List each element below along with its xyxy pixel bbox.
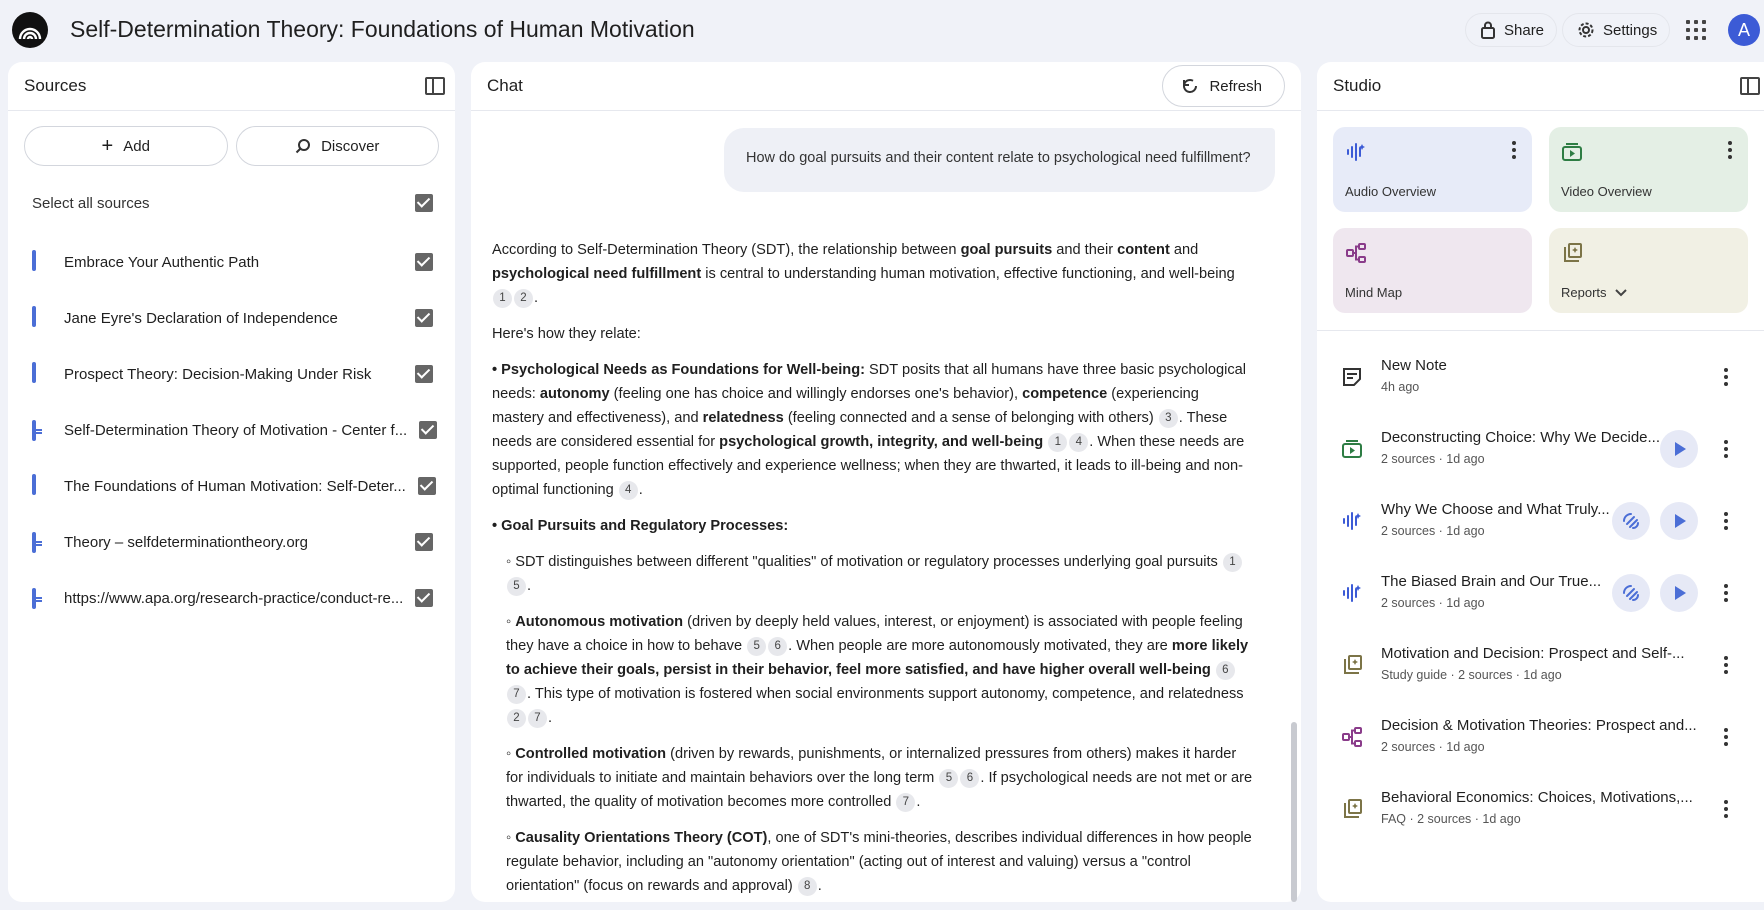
collapse-panel-icon[interactable]: [425, 77, 445, 95]
more-options-icon[interactable]: [1724, 440, 1728, 458]
plus-icon: +: [101, 135, 114, 157]
sources-header: [8, 62, 455, 111]
tile-label: Mind Map: [1345, 285, 1403, 300]
source-item[interactable]: [24, 402, 439, 458]
more-options-icon[interactable]: [1724, 728, 1728, 746]
refresh-icon: [1181, 78, 1199, 94]
studio-tile-mind-map[interactable]: [1333, 228, 1532, 313]
source-checkbox[interactable]: [419, 421, 437, 439]
tile-label: Audio Overview: [1345, 184, 1437, 199]
chat-header: [471, 62, 1301, 111]
studio-title: Studio: [1333, 76, 1382, 95]
settings-button[interactable]: [1562, 13, 1670, 47]
play-icon: [1675, 586, 1686, 600]
source-item[interactable]: [24, 234, 439, 290]
web-source-icon: [32, 588, 50, 608]
more-options-icon[interactable]: [1724, 584, 1728, 602]
source-label: Jane Eyre's Declaration of Independence: [64, 309, 338, 327]
note-meta: FAQ · 2 sources · 1d ago: [1381, 812, 1521, 826]
source-item[interactable]: [24, 290, 439, 346]
citation-chip[interactable]: 4: [619, 481, 638, 500]
lock-icon: [1480, 21, 1496, 39]
answer-paragraph: ◦ Causality Orientations Theory (COT), one of SDT's mini-theories, describes individual differences in how people regulate behavior, including an "autonomy orientation" (acting out of interest and valuing) versus a "control orientation" (focus on rewards and approval) 8 .: [506, 830, 1252, 894]
note-meta: 2 sources · 1d ago: [1381, 452, 1485, 466]
citation-chip[interactable]: 6: [960, 769, 979, 788]
more-options-icon[interactable]: [1724, 656, 1728, 674]
share-button[interactable]: [1465, 13, 1557, 47]
interactive-mode-button[interactable]: [1612, 502, 1650, 540]
studio-tile-video-overview[interactable]: [1549, 127, 1748, 212]
answer-paragraph: ◦ Autonomous motivation (driven by deeply held values, interest, or enjoyment) is associated with people feeling they have a choice in how to behave 5 6 . When people are more autonomously motivated, they are more likely to achieve their goals, persist in their behavior, feel more satisfied, and have higher overall well-being 67 . This type of motivation is fostered when social environments support autonomy, competence, and relatedness 2 7 .: [506, 614, 1249, 726]
source-checkbox[interactable]: [415, 589, 433, 607]
more-options-icon[interactable]: [1724, 512, 1728, 530]
document-icon: [32, 364, 50, 384]
studio-tiles: [1333, 127, 1749, 313]
answer-paragraph: Here's how they relate:: [492, 326, 641, 342]
assistant-response: [492, 238, 1254, 910]
note-title: New Note: [1381, 357, 1447, 374]
answer-paragraph: According to Self-Determination Theory (SDT), the relationship between goal pursuits and their content and psychological need fulfillment is central to understanding human motivation, effective functioning, and well-being 1 2 .: [492, 242, 1235, 306]
refresh-label: Refresh: [1209, 77, 1262, 95]
citation-chip[interactable]: 7: [896, 793, 915, 812]
source-label: Embrace Your Authentic Path: [64, 253, 260, 271]
studio-note-item[interactable]: [1317, 556, 1764, 628]
video-icon: [1341, 438, 1363, 460]
citation-chip[interactable]: 4: [1069, 433, 1088, 452]
divider: [1317, 330, 1764, 331]
play-icon: [1675, 514, 1686, 528]
source-item[interactable]: [24, 570, 439, 626]
logo-icon: [17, 19, 43, 41]
video-icon: [1561, 150, 1583, 167]
note-title: Decision & Motivation Theories: Prospect and...: [1381, 717, 1697, 734]
settings-label: Settings: [1603, 21, 1658, 39]
note-meta: 2 sources · 1d ago: [1381, 524, 1485, 538]
source-checkbox[interactable]: [415, 309, 433, 327]
note-meta: 4h ago: [1381, 380, 1420, 394]
apps-grid-icon[interactable]: [1686, 20, 1706, 40]
studio-note-item[interactable]: [1317, 628, 1764, 700]
interactive-wave-icon: [1622, 584, 1640, 602]
citation-chip[interactable]: 5: [939, 769, 958, 788]
select-all-row[interactable]: [24, 190, 439, 216]
source-item[interactable]: [24, 514, 439, 570]
source-list: [24, 234, 439, 626]
more-options-icon[interactable]: [1724, 800, 1728, 818]
mind-map-icon: [1341, 726, 1363, 748]
source-checkbox[interactable]: [415, 253, 433, 271]
studio-tile-reports[interactable]: [1549, 228, 1748, 313]
answer-paragraph: • Goal Pursuits and Regulatory Processes:: [492, 518, 789, 534]
more-options-icon[interactable]: [1724, 368, 1728, 386]
web-source-icon: [32, 532, 50, 552]
play-button[interactable]: [1660, 502, 1698, 540]
sources-title: Sources: [24, 76, 87, 95]
reports-icon: [1341, 654, 1363, 676]
citation-chip[interactable]: 7: [528, 709, 547, 728]
chat-panel: [471, 62, 1301, 902]
note-meta: 2 sources · 1d ago: [1381, 596, 1485, 610]
citation-chip[interactable]: 5: [507, 577, 526, 596]
interactive-mode-button[interactable]: [1612, 574, 1650, 612]
source-checkbox[interactable]: [415, 533, 433, 551]
citation-chip[interactable]: 6: [768, 637, 787, 656]
source-label: https://www.apa.org/research-practice/conduct-re...: [64, 589, 404, 607]
studio-note-item[interactable]: [1317, 412, 1764, 484]
answer-paragraph: ◦ SDT distinguishes between different "qualities" of motivation or regulatory processes underlying goal pursuits 15 .: [492, 550, 1254, 598]
citation-chip[interactable]: 2: [507, 709, 526, 728]
citation-chip[interactable]: 1: [1223, 553, 1242, 572]
source-item[interactable]: [24, 346, 439, 402]
add-label: Add: [123, 137, 150, 155]
note-title: Why We Choose and What Truly...: [1381, 501, 1610, 518]
more-options-icon[interactable]: [1728, 141, 1732, 159]
note-title: Motivation and Decision: Prospect and Self-...: [1381, 645, 1685, 662]
studio-header: [1317, 62, 1764, 111]
discover-search-icon: [295, 138, 311, 154]
source-item[interactable]: [24, 458, 439, 514]
discover-sources-button[interactable]: [236, 126, 440, 166]
source-label: Theory – selfdeterminationtheory.org: [64, 533, 309, 551]
chat-title: Chat: [487, 76, 523, 95]
play-button[interactable]: [1660, 574, 1698, 612]
note-title: The Biased Brain and Our True...: [1381, 573, 1602, 590]
mind-map-icon: [1345, 251, 1367, 268]
studio-note-item[interactable]: [1317, 484, 1764, 556]
answer-paragraph: ◦ Controlled motivation (driven by rewards, punishments, or internalized pressures from others) makes it harder for individuals to initiate and maintain behaviors over the long term 5 6 . If psychological needs are not met or are thwarted, the quality of motivation becomes more controlled 7 .: [506, 746, 1253, 810]
reports-icon: [1561, 251, 1583, 268]
sources-panel: [8, 62, 455, 902]
app-logo[interactable]: [12, 12, 48, 48]
citation-chip[interactable]: 1: [1048, 433, 1067, 452]
audio-wave-icon: [1341, 582, 1363, 604]
chevron-down-icon[interactable]: [1615, 289, 1627, 297]
answer-paragraph: • Psychological Needs as Foundations for Well-being: SDT posits that all humans have three basic psychological needs: autonomy (feeling one has choice and willingly endorses one's behavior), competence (experiencing mastery and effectiveness), and relatedness (feeling connected and a sense of belonging with others) 3 . These needs are considered essential for psychological growth, integrity, and well-being 1 4 . When these needs are supported, people function effectively and experience wellness; when they are thwarted, it leads to ill-being and non-optimal functioning 4 .: [492, 362, 1246, 498]
note-meta: 2 sources · 1d ago: [1381, 740, 1485, 754]
source-checkbox[interactable]: [418, 477, 436, 495]
note-title: Deconstructing Choice: Why We Decide...: [1381, 429, 1661, 446]
share-label: Share: [1504, 21, 1545, 39]
discover-label: Discover: [321, 137, 380, 155]
citation-chip[interactable]: 2: [514, 289, 533, 308]
source-label: Prospect Theory: Decision-Making Under Risk: [64, 365, 372, 383]
source-label: Self-Determination Theory of Motivation - Center f...: [64, 421, 408, 439]
citation-chip[interactable]: 8: [798, 877, 817, 896]
refresh-button[interactable]: [1162, 65, 1285, 107]
studio-note-item[interactable]: [1317, 772, 1764, 844]
source-label: The Foundations of Human Motivation: Self-Deter...: [64, 477, 406, 495]
audio-wave-icon: [1345, 150, 1367, 167]
interactive-wave-icon: [1622, 512, 1640, 530]
source-checkbox[interactable]: [415, 365, 433, 383]
reports-icon: [1341, 798, 1363, 820]
citation-chip[interactable]: 5: [747, 637, 766, 656]
note-title: Behavioral Economics: Choices, Motivations,...: [1381, 789, 1693, 806]
more-options-icon[interactable]: [1512, 141, 1516, 159]
document-icon: [32, 252, 50, 272]
gear-icon: [1577, 21, 1595, 39]
app-header: [0, 0, 1764, 60]
notes-list: [1317, 340, 1764, 844]
studio-note-item[interactable]: [1317, 700, 1764, 772]
chat-scrollbar[interactable]: [1291, 722, 1297, 902]
notebook-title[interactable]: Self-Determination Theory: Foundations of Human Motivation: [70, 16, 695, 42]
note-meta: Study guide · 2 sources · 1d ago: [1381, 668, 1562, 682]
studio-tile-audio-overview[interactable]: [1333, 127, 1532, 212]
add-source-button[interactable]: [24, 126, 228, 166]
play-icon: [1675, 442, 1686, 456]
web-source-icon: [32, 420, 50, 440]
document-icon: [32, 308, 50, 328]
note-icon: [1341, 366, 1363, 388]
citation-chip[interactable]: 7: [507, 685, 526, 704]
collapse-panel-icon[interactable]: [1740, 77, 1760, 95]
citation-chip[interactable]: 3: [1159, 409, 1178, 428]
play-button[interactable]: [1660, 430, 1698, 468]
studio-note-item[interactable]: [1317, 340, 1764, 412]
tile-label: Video Overview: [1561, 184, 1652, 199]
citation-chip[interactable]: 6: [1216, 661, 1235, 680]
studio-panel: [1317, 62, 1764, 902]
citation-chip[interactable]: 1: [493, 289, 512, 308]
user-message: How do goal pursuits and their content relate to psychological need fulfillment?: [724, 128, 1275, 192]
select-all-label: Select all sources: [32, 194, 150, 212]
tile-label: Reports: [1561, 285, 1607, 300]
select-all-checkbox[interactable]: [415, 194, 433, 212]
avatar[interactable]: A: [1728, 14, 1760, 46]
audio-wave-icon: [1341, 510, 1363, 532]
document-icon: [32, 476, 50, 496]
